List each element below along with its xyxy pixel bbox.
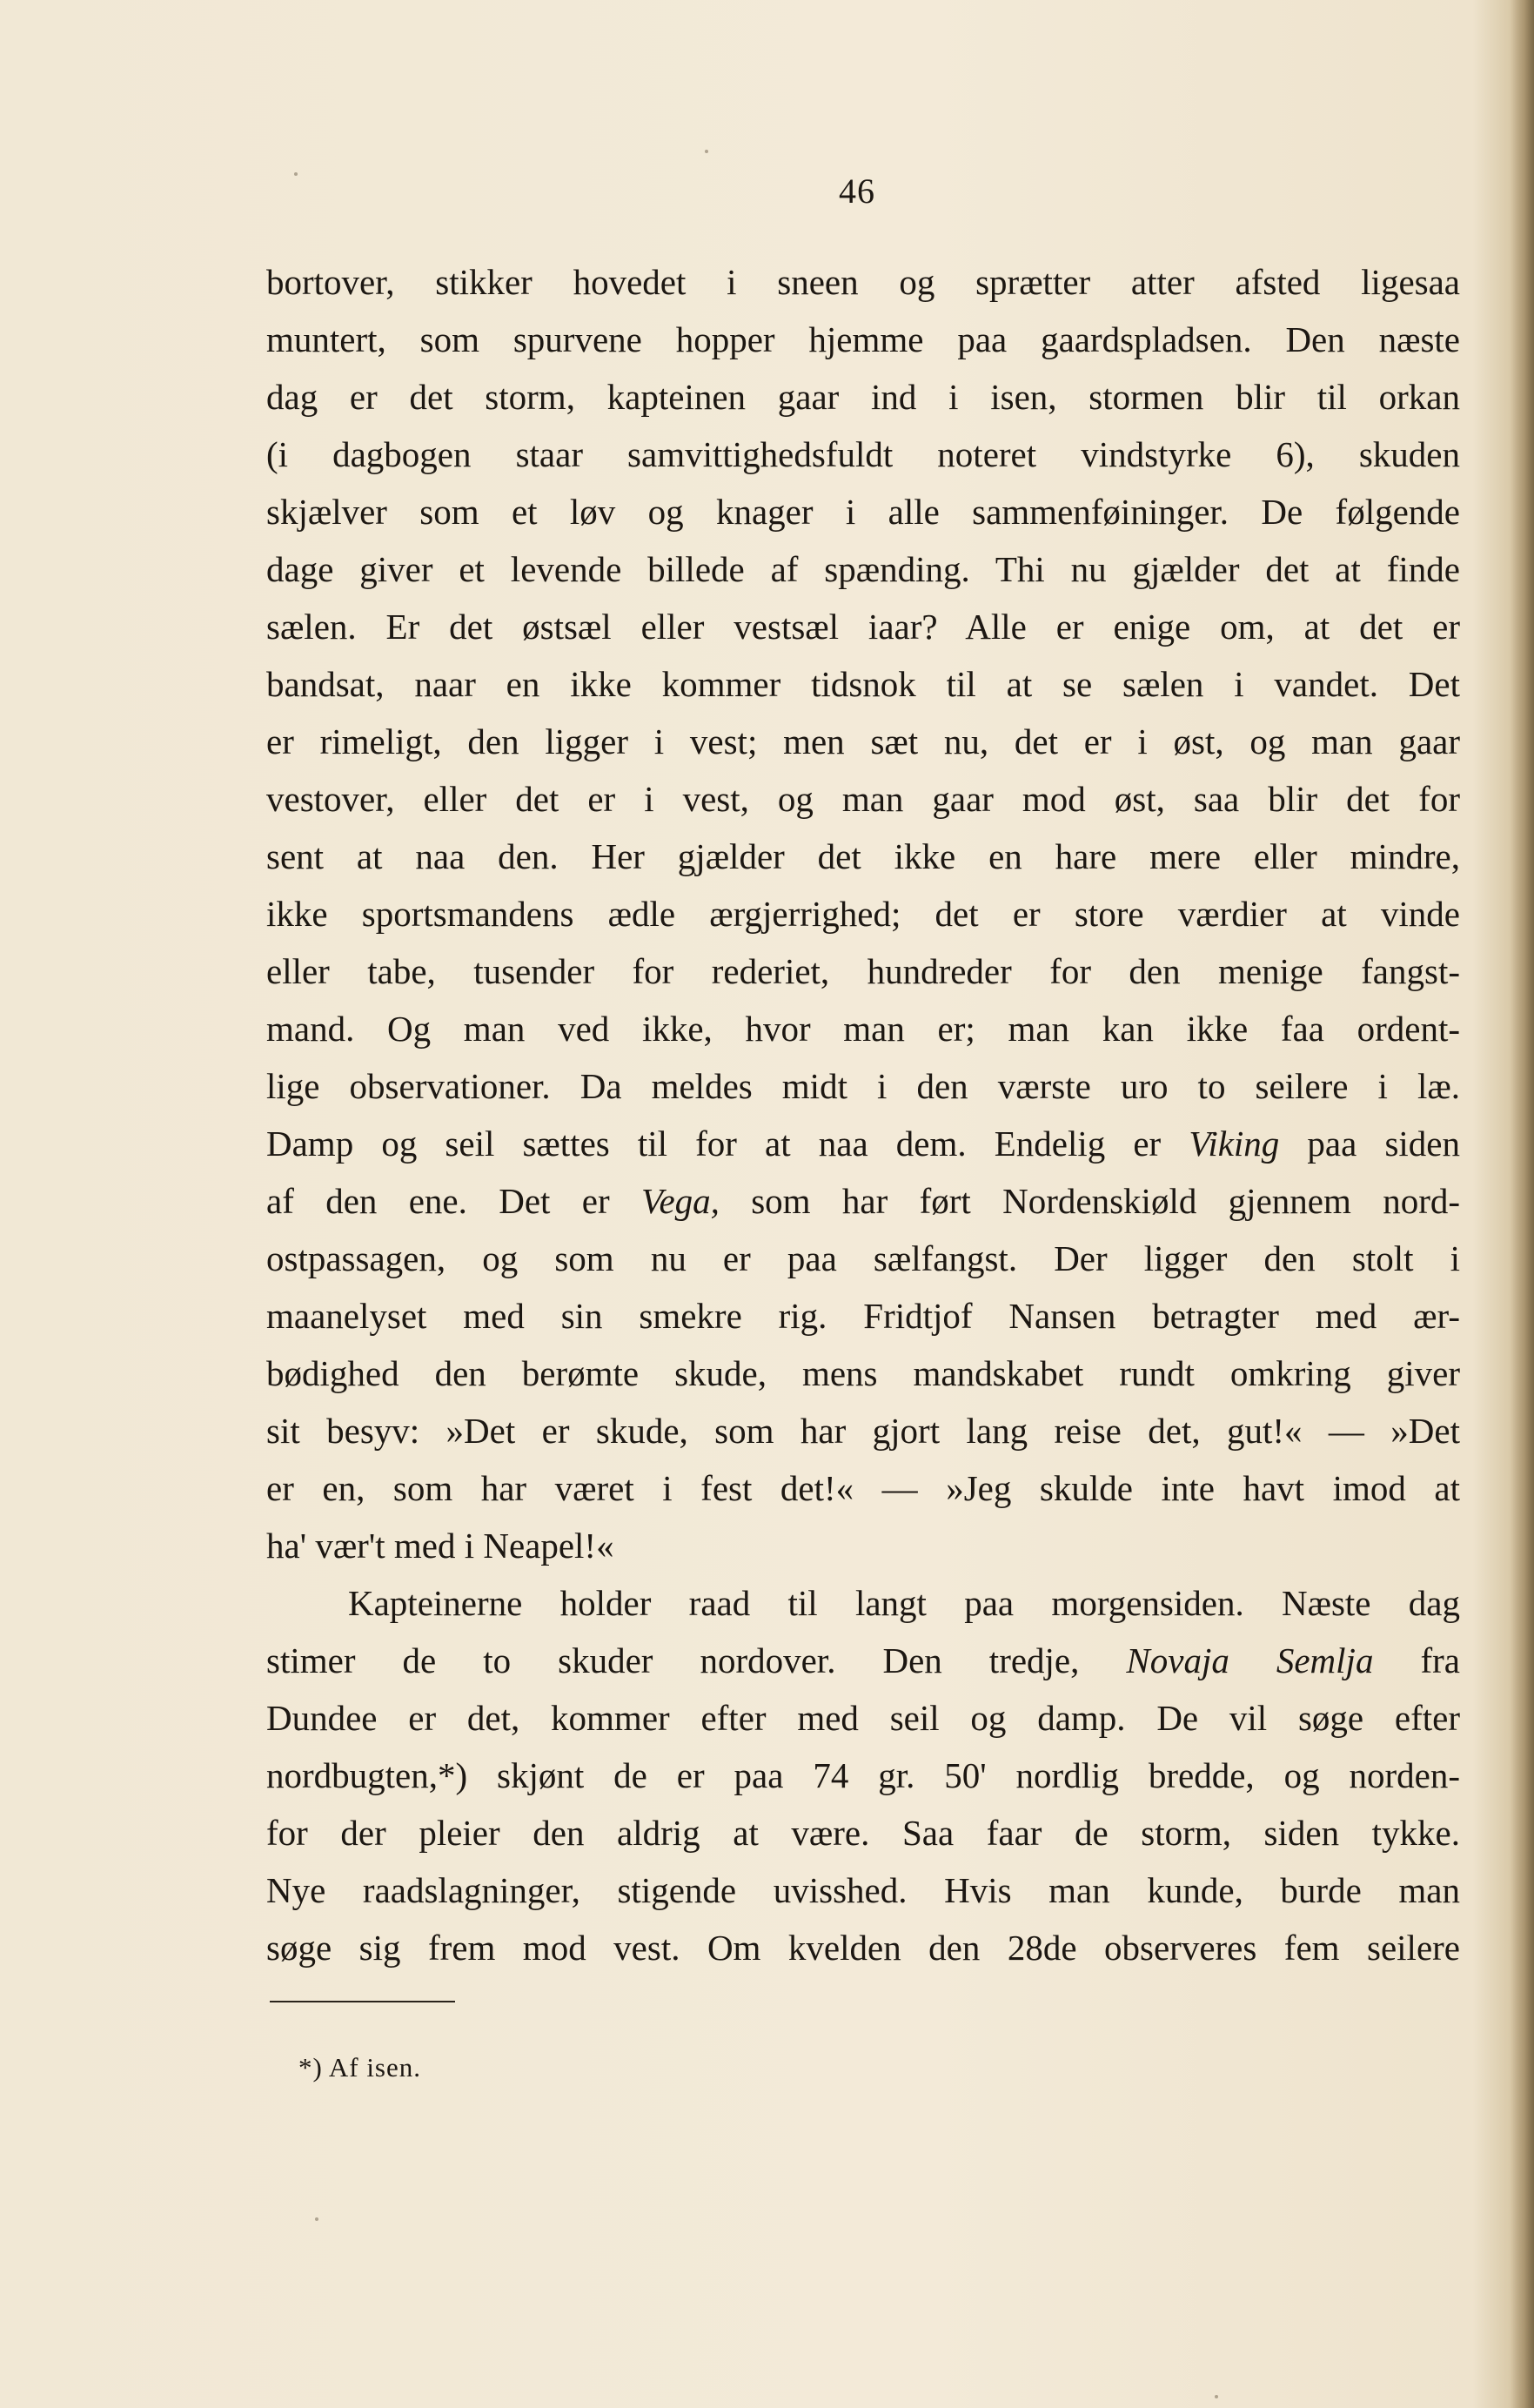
- text-line: muntert, som spurvene hopper hjemme paa gaardspladsen. Den næste: [266, 319, 1460, 359]
- text-line: er rimeligt, den ligger i vest; men sæt nu, det er i øst, og man gaar: [266, 721, 1460, 761]
- text-line: ikke sportsmandens ædle ærgjerrighed; det er store værdier at vinde: [266, 894, 1460, 934]
- text-line: bortover, stikker hovedet i sneen og sprætter atter afsted ligesaa: [266, 262, 1460, 302]
- text-line: lige observationer. Da meldes midt i den værste uro to seilere i læ.: [266, 1066, 1460, 1106]
- text-line: Nye raadslagninger, stigende uvisshed. Hvis man kunde, burde man: [266, 1870, 1460, 1910]
- text-line: søge sig frem mod vest. Om kvelden den 28de observeres fem seilere: [266, 1928, 1460, 1968]
- text-line: er en, som har været i fest det!« — »Jeg skulde inte havt imod at: [266, 1468, 1460, 1508]
- page-edge-shadow: [1510, 0, 1534, 2408]
- text-line: Dundee er det, kommer efter med seil og damp. De vil søge efter: [266, 1698, 1460, 1738]
- text-line: for der pleier den aldrig at være. Saa faar de storm, siden tykke.: [266, 1813, 1460, 1853]
- paper-speck: [315, 2217, 318, 2221]
- ship-name: Vega,: [640, 1181, 720, 1221]
- text-line: nordbugten,*) skjønt de er paa 74 gr. 50' nordlig bredde, og norden-: [266, 1755, 1460, 1795]
- footnote-rule: [270, 2001, 455, 2002]
- text-line: dage giver et levende billede af spænding. Thi nu gjælder det at finde: [266, 549, 1460, 589]
- footnote: *) Af isen.: [298, 2052, 422, 2083]
- text-line: bandsat, naar en ikke kommer tidsnok til at se sælen i vandet. Det: [266, 664, 1460, 704]
- text-line: bødighed den berømte skude, mens mandskabet rundt omkring giver: [266, 1353, 1460, 1393]
- text-line: stimer de to skuder nordover. Den tredje, Novaja Semlja fra: [266, 1640, 1460, 1680]
- text-line: ostpassagen, og som nu er paa sælfangst. Der ligger den stolt i: [266, 1238, 1460, 1278]
- text-line: eller tabe, tusender for rederiet, hundreder for den menige fangst-: [266, 951, 1460, 991]
- paper-speck: [1215, 2395, 1218, 2398]
- ship-name: Viking: [1189, 1124, 1280, 1164]
- text-line: (i dagbogen staar samvittighedsfuldt noteret vindstyrke 6), skuden: [266, 434, 1460, 474]
- page-number: 46: [839, 171, 875, 211]
- body-text: [266, 253, 1460, 1976]
- text-line: skjælver som et løv og knager i alle sammenføininger. De følgende: [266, 492, 1460, 532]
- text-line: Damp og seil sættes til for at naa dem. Endelig er Viking paa siden: [266, 1124, 1460, 1164]
- text-line: sent at naa den. Her gjælder det ikke en hare mere eller mindre,: [266, 836, 1460, 876]
- text-line: sælen. Er det østsæl eller vestsæl iaar? Alle er enige om, at det er: [266, 607, 1460, 647]
- ship-name: Novaja Semlja: [1126, 1640, 1374, 1680]
- text-line: maanelyset med sin smekre rig. Fridtjof Nansen betragter med ær-: [266, 1296, 1460, 1336]
- text-line: dag er det storm, kapteinen gaar ind i isen, stormen blir til orkan: [266, 377, 1460, 417]
- paper-speck: [294, 172, 298, 176]
- paper-speck: [705, 150, 708, 153]
- text-line-paragraph-end: ha' vær't med i Neapel!«: [266, 1526, 614, 1566]
- text-line: af den ene. Det er Vega, som har ført Nordenskiøld gjennem nord-: [266, 1181, 1460, 1221]
- text-line-paragraph-start: Kapteinerne holder raad til langt paa morgensiden. Næste dag: [348, 1583, 1460, 1623]
- text-line: mand. Og man ved ikke, hvor man er; man kan ikke faa ordent-: [266, 1009, 1460, 1049]
- text-line: sit besyv: »Det er skude, som har gjort lang reise det, gut!« — »Det: [266, 1411, 1460, 1451]
- text-line: vestover, eller det er i vest, og man gaar mod øst, saa blir det for: [266, 779, 1460, 819]
